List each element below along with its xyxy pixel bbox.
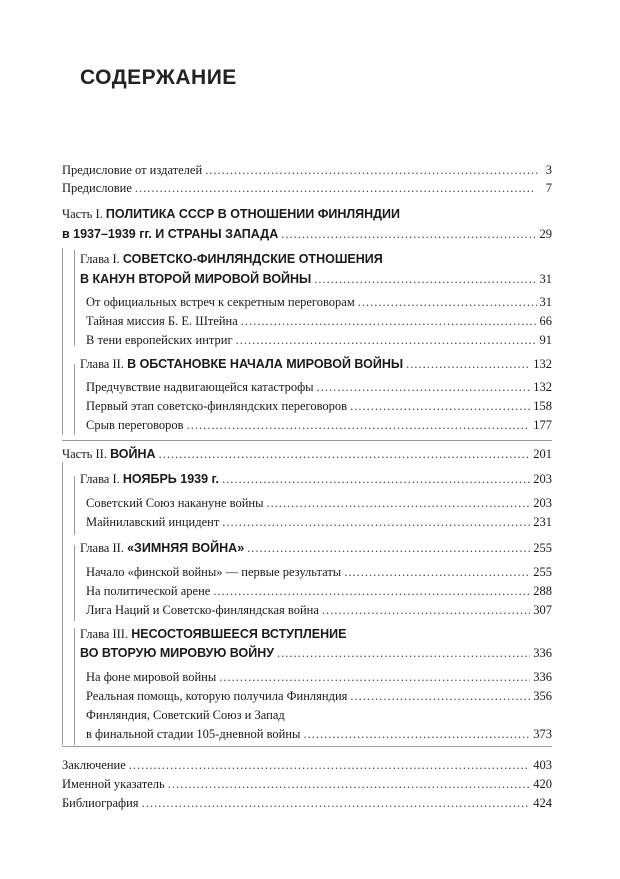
entry-text: На фоне мировой войны [86, 670, 217, 684]
leader-dots [142, 794, 531, 812]
leader-dots [406, 355, 530, 373]
page-number: 177 [533, 418, 552, 432]
toc-entry[interactable] [86, 668, 552, 686]
toc-entry[interactable] [80, 644, 552, 662]
chapter-caption: СОВЕТСКО-ФИНЛЯНДСКИЕ ОТНОШЕНИЯ [122, 252, 383, 266]
part-caption-cont: в 1937–1939 гг. И СТРАНЫ ЗАПАДА [62, 227, 279, 241]
toc-entry[interactable] [86, 725, 552, 743]
toc-entry[interactable] [62, 445, 552, 463]
ch2-2-frame [74, 545, 75, 621]
entry-text: Первый этап советско-финляндских переговоров [86, 399, 348, 413]
toc-entry[interactable] [80, 355, 552, 373]
toc-entry[interactable] [62, 225, 552, 243]
leader-dots [267, 494, 531, 512]
entry-text: В тени европейских интриг [86, 333, 233, 347]
ch2-3-frame [74, 628, 75, 745]
leader-dots [219, 668, 530, 686]
chapter-caption-cont: ВО ВТОРУЮ МИРОВУЮ ВОЙНУ [80, 646, 275, 660]
ch1-2-frame [74, 364, 75, 435]
page-number: 203 [533, 472, 552, 486]
toc-entry[interactable] [86, 397, 552, 415]
entry-text: Лига Наций и Советско-финляндская война [86, 603, 319, 617]
entry-text[interactable]: Финляндия, Советский Союз и Запад [86, 708, 285, 722]
toc-entry[interactable] [86, 378, 552, 396]
leader-dots [317, 378, 531, 396]
leader-dots [277, 644, 530, 662]
toc-entry[interactable] [80, 270, 552, 288]
ch1-1-frame [74, 250, 75, 346]
leader-dots [303, 725, 530, 743]
entry-text: Советский Союз накануне войны [86, 496, 264, 510]
toc-entry[interactable] [80, 539, 552, 557]
part-caption: ПОЛИТИКА СССР В ОТНОШЕНИИ ФИНЛЯНДИИ [105, 207, 401, 221]
ch2-1-frame [74, 476, 75, 535]
page-number: 201 [533, 447, 552, 461]
entry-text: Предисловие [62, 181, 132, 195]
toc-entry[interactable] [86, 331, 552, 349]
part-prefix: Часть II. [62, 447, 111, 461]
page-title: СОДЕРЖАНИЕ [80, 66, 237, 89]
page-number: 420 [533, 777, 552, 791]
part2-frame [62, 462, 63, 745]
chapter-caption: «ЗИМНЯЯ ВОЙНА» [127, 541, 245, 555]
chapter-caption: НЕСОСТОЯВШЕЕСЯ ВСТУПЛЕНИЕ [131, 627, 347, 641]
toc-entry[interactable] [86, 582, 552, 600]
entry-text: Заключение [62, 758, 126, 772]
page-number: 203 [533, 496, 552, 510]
page-number: 356 [533, 689, 552, 703]
page-number: 336 [533, 670, 552, 684]
part1-frame-bottom [62, 440, 552, 441]
entry-text: Реальная помощь, которую получила Финляндия [86, 689, 348, 703]
toc-entry[interactable] [62, 775, 552, 793]
part2-frame-bottom [62, 746, 552, 747]
page-number: 132 [533, 380, 552, 394]
chapter-caption-cont: В КАНУН ВТОРОЙ МИРОВОЙ ВОЙНЫ [80, 272, 312, 286]
toc-entry[interactable] [86, 293, 552, 311]
page-number: 403 [533, 758, 552, 772]
toc-entry[interactable] [80, 470, 552, 488]
leader-dots [187, 416, 531, 434]
leader-dots [314, 270, 536, 288]
chapter-caption: НОЯБРЬ 1939 г. [122, 472, 219, 486]
toc-entry[interactable] [86, 513, 552, 531]
leader-dots [159, 445, 531, 463]
part-caption: ВОЙНА [110, 447, 156, 461]
leader-dots [350, 397, 530, 415]
entry-text: Именной указатель [62, 777, 165, 791]
page-number: 31 [539, 295, 552, 309]
toc-entry[interactable] [62, 179, 552, 197]
leader-dots [358, 293, 537, 311]
page-number: 255 [533, 541, 552, 555]
leader-dots [322, 601, 530, 619]
entry-text: Библиография [62, 796, 139, 810]
page-number: 307 [533, 603, 552, 617]
leader-dots [213, 582, 530, 600]
leader-dots [236, 331, 537, 349]
entry-text: От официальных встреч к секретным переговорам [86, 295, 355, 309]
leader-dots [129, 756, 531, 774]
entry-text: Майнилавский инцидент [86, 515, 220, 529]
chapter-prefix: Глава III. [80, 627, 132, 641]
entry-text: Предчувствие надвигающейся катастрофы [86, 380, 314, 394]
page-number: 3 [545, 163, 552, 177]
page-number: 7 [545, 181, 552, 195]
leader-dots [344, 563, 530, 581]
leader-dots [222, 470, 530, 488]
leader-dots [205, 161, 538, 179]
page-number: 66 [539, 314, 552, 328]
page-number: 255 [533, 565, 552, 579]
page-number: 288 [533, 584, 552, 598]
page-number: 158 [533, 399, 552, 413]
toc-entry[interactable] [86, 563, 552, 581]
toc-entry[interactable] [86, 687, 552, 705]
toc-entry[interactable] [62, 161, 552, 179]
chapter-prefix: Глава I. [80, 252, 123, 266]
entry-text: Начало «финской войны» — первые результаты [86, 565, 342, 579]
page-number: 132 [533, 357, 552, 371]
chapter-prefix: Глава II. [80, 357, 128, 371]
leader-dots [168, 775, 531, 793]
leader-dots [135, 179, 536, 197]
leader-dots [247, 539, 530, 557]
toc-entry[interactable] [86, 416, 552, 434]
part1-frame [62, 248, 63, 435]
part-heading[interactable] [62, 205, 400, 223]
page-number: 424 [533, 796, 552, 810]
toc-entry[interactable] [86, 312, 552, 330]
page-number: 336 [533, 646, 552, 660]
page-number: 31 [539, 272, 552, 286]
entry-text: Тайная миссия Б. Е. Штейна [86, 314, 238, 328]
leader-dots [241, 312, 537, 330]
entry-text: Предисловие от издателей [62, 163, 203, 177]
leader-dots [222, 513, 530, 531]
chapter-prefix: Глава I. [80, 472, 123, 486]
page-number: 91 [539, 333, 552, 347]
chapter-caption: В ОБСТАНОВКЕ НАЧАЛА МИРОВОЙ ВОЙНЫ [127, 357, 404, 371]
toc-entry[interactable] [62, 756, 552, 774]
page-number: 231 [533, 515, 552, 529]
toc-entry[interactable] [62, 794, 552, 812]
entry-text: На политической арене [86, 584, 211, 598]
page-number: 29 [539, 227, 552, 241]
entry-text: Срыв переговоров [86, 418, 184, 432]
chapter-heading[interactable] [80, 625, 347, 643]
toc-entry[interactable] [86, 601, 552, 619]
part-prefix: Часть I. [62, 207, 106, 221]
entry-text-cont: в финальной стадии 105-дневной войны [86, 727, 301, 741]
leader-dots [350, 687, 530, 705]
chapter-prefix: Глава II. [80, 541, 128, 555]
chapter-heading[interactable] [80, 250, 383, 268]
leader-dots [281, 225, 536, 243]
toc-entry[interactable] [86, 494, 552, 512]
page-number: 373 [533, 727, 552, 741]
